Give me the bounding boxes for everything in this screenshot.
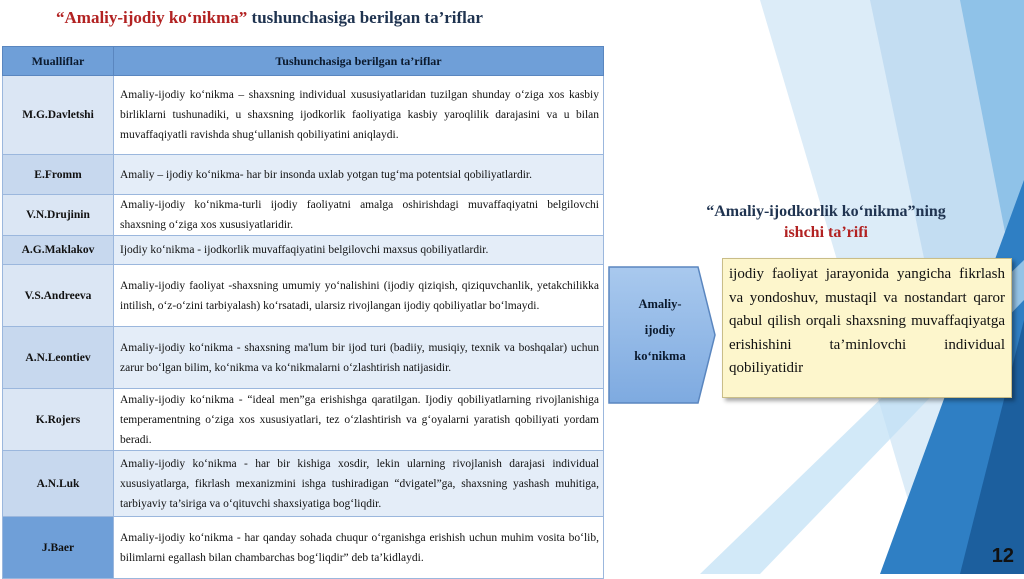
author-cell: V.S.Andreeva [3, 265, 114, 327]
definition-cell: Amaliy-ijodiy ko‘nikma - shaxsning ma'lum bir ijod turi (badiiy, musiqiy, texnik va boshqalar) uchun zarur bo‘lgan bilim, ko‘nikma va ko‘nikmalarni o‘zlashtirish natijasidir. [114, 327, 604, 389]
table-row [3, 155, 604, 195]
table-header-row [3, 47, 604, 76]
table-row [3, 265, 604, 327]
author-cell: E.Fromm [3, 155, 114, 195]
working-definition-title-line2: ishchi ta’rifi [784, 224, 868, 241]
table-row [3, 389, 604, 451]
page-title [56, 8, 616, 28]
working-definition-box: ijodiy faoliyat jarayonida yangicha fikrlash va yondoshuv, mustaqil va nostandart qaror qabul qilish orqali shaxsning muvaffaqiyatga erishishini ta’minlovchi individual qobiliyatidir [722, 258, 1012, 398]
author-cell: K.Rojers [3, 389, 114, 451]
definition-cell: Amaliy-ijodiy ko‘nikma - “ideal men”ga erishishga qaratilgan. Ijodiy qobiliyatlarning rivojlanishiga temperamentning o‘ziga xos xususiyatlari, tez o‘zlashtirish va g‘oyalarni yaratish qobiliyati yordam beradi. [114, 389, 604, 451]
working-definition-title-line1: “Amaliy-ijodkorlik ko‘nikma”ning [706, 203, 946, 220]
author-cell: M.G.Davletshi [3, 76, 114, 155]
table-row [3, 451, 604, 517]
page-number: 12 [991, 545, 1014, 567]
author-cell: V.N.Drujinin [3, 195, 114, 236]
arrow-label-line1: Amaliy- [638, 297, 682, 311]
title-accent: “Amaliy-ijodiy ko‘nikma” [56, 8, 248, 27]
definition-cell: Amaliy-ijodiy faoliyat -shaxsning umumiy yo‘nalishini (ijodiy qiziqish, qiziquvchanlik, yetakchilikka intilish, o‘z-o‘zini tarbiyalash) ko‘rsatadi, ularsiz rivojlangan ijodiy qobiliyatlar bo‘lmaydi. [114, 265, 604, 327]
table-row [3, 236, 604, 265]
definition-cell: Amaliy-ijodiy ko‘nikma – shaxsning individual xususiyatlaridan tuzilgan shunday o‘ziga xos kasbiy birliklarni tushunadiki, u shaxsning ijodkorlik faoliyatiga kasbiy yaroqlilik darajasini va u bilan muvaffaqiyatli ravishda shug‘ullanish qobiliyatini aniqlaydi. [114, 76, 604, 155]
table-row [3, 517, 604, 579]
working-definition-title [656, 201, 996, 243]
arrow-label-line2: ijodiy [644, 323, 676, 337]
definition-cell: Amaliy-ijodiy ko‘nikma - har qanday sohada chuqur o‘rganishga erishish uchun muhim vosita bo‘lib, bilimlarni egallash bilan chambarchas bog‘liqdir” deb ta’kidlaydi. [114, 517, 604, 579]
definition-cell: Amaliy-ijodiy ko‘nikma-turli ijodiy faoliyatni amalga oshirishdagi muvaffaqiyatni belgilovchi shaxsning o‘ziga xos xususiyatlaridir. [114, 195, 604, 236]
definition-cell: Ijodiy ko‘nikma - ijodkorlik muvaffaqiyatini belgilovchi maxsus qobiliyatlardir. [114, 236, 604, 265]
definition-cell: Amaliy – ijodiy ko‘nikma- har bir insonda uxlab yotgan tug‘ma potentsial qobiliyatlardir. [114, 155, 604, 195]
author-cell: A.N.Leontiev [3, 327, 114, 389]
author-cell: J.Baer [3, 517, 114, 579]
title-rest: tushunchasiga berilgan ta’riflar [247, 8, 483, 27]
author-cell: A.G.Maklakov [3, 236, 114, 265]
table-row [3, 327, 604, 389]
table-row [3, 76, 604, 155]
column-header-definitions: Tushunchasiga berilgan ta’riflar [114, 47, 604, 76]
arrow-label [612, 291, 708, 369]
table-row [3, 195, 604, 236]
definitions-table [2, 46, 604, 579]
definition-cell: Amaliy-ijodiy ko‘nikma - har bir kishiga xosdir, lekin ularning rivojlanish darajasi individual xususiyatlarga, fikrlash mexanizmini ishga tushiradigan “dvigatel”ga, shaxsning yashash muhitiga, tarbiyaviy ta’siriga va o‘qituvchi shaxsiyatiga bog‘liqdir. [114, 451, 604, 517]
column-header-authors: Mualliflar [3, 47, 114, 76]
author-cell: A.N.Luk [3, 451, 114, 517]
arrow-label-line3: ko‘nikma [634, 349, 686, 363]
